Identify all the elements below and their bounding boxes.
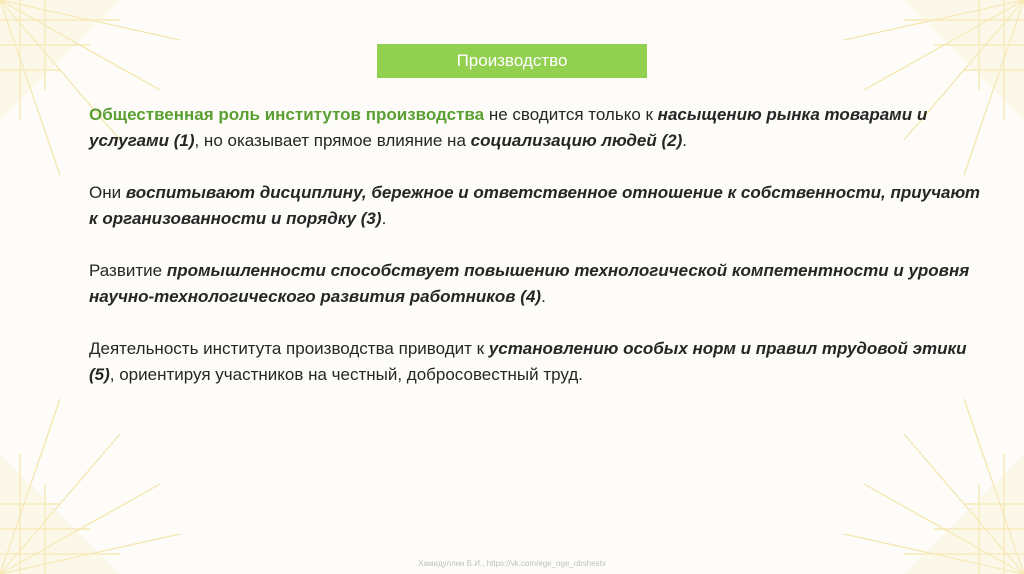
slide-title: Производство bbox=[456, 51, 568, 70]
p4-text-2: , ориентируя участников на честный, добросовестный труд. bbox=[109, 365, 583, 384]
paragraph-3 bbox=[89, 258, 989, 310]
p3-text-1: Развитие bbox=[89, 261, 167, 280]
decor-light-rays-bottom-left bbox=[0, 394, 180, 574]
footer-credit: Хамидуллин Б.И., https://vk.com/ege_oge_obshestv bbox=[418, 559, 606, 568]
p2-text-2: . bbox=[381, 209, 387, 228]
p2-text-1: Они bbox=[89, 183, 126, 202]
p1-emphasis-2: социализацию людей (2) bbox=[470, 131, 683, 150]
paragraph-1 bbox=[89, 102, 989, 154]
p1-text-1: не сводится только к bbox=[484, 105, 658, 124]
p3-emphasis-1: промышленности способствует повышению технологической компетентности и уровня научно-технологического развития работников (4) bbox=[89, 261, 970, 306]
p4-emphasis-1: установлению особых норм и правил трудовой этики (5) bbox=[89, 339, 967, 384]
p4-text-1: Деятельность института производства приводит к bbox=[89, 339, 489, 358]
p1-highlight: Общественная роль институтов производства bbox=[89, 105, 485, 124]
decor-light-rays-bottom-right bbox=[844, 394, 1024, 574]
slide-content bbox=[89, 102, 989, 414]
p1-emphasis-1: насыщению рынка товарами и услугами (1) bbox=[89, 105, 928, 150]
paragraph-2 bbox=[89, 180, 989, 232]
paragraph-4 bbox=[89, 336, 989, 388]
p1-text-2: , но оказывает прямое влияние на bbox=[194, 131, 471, 150]
p3-text-2: . bbox=[541, 287, 546, 306]
slide-title-box bbox=[377, 44, 647, 78]
p1-text-3: . bbox=[682, 131, 688, 150]
p2-emphasis-1: воспитывают дисциплину, бережное и ответственное отношение к собственности, приучают к организованности и порядку (3) bbox=[89, 183, 981, 228]
